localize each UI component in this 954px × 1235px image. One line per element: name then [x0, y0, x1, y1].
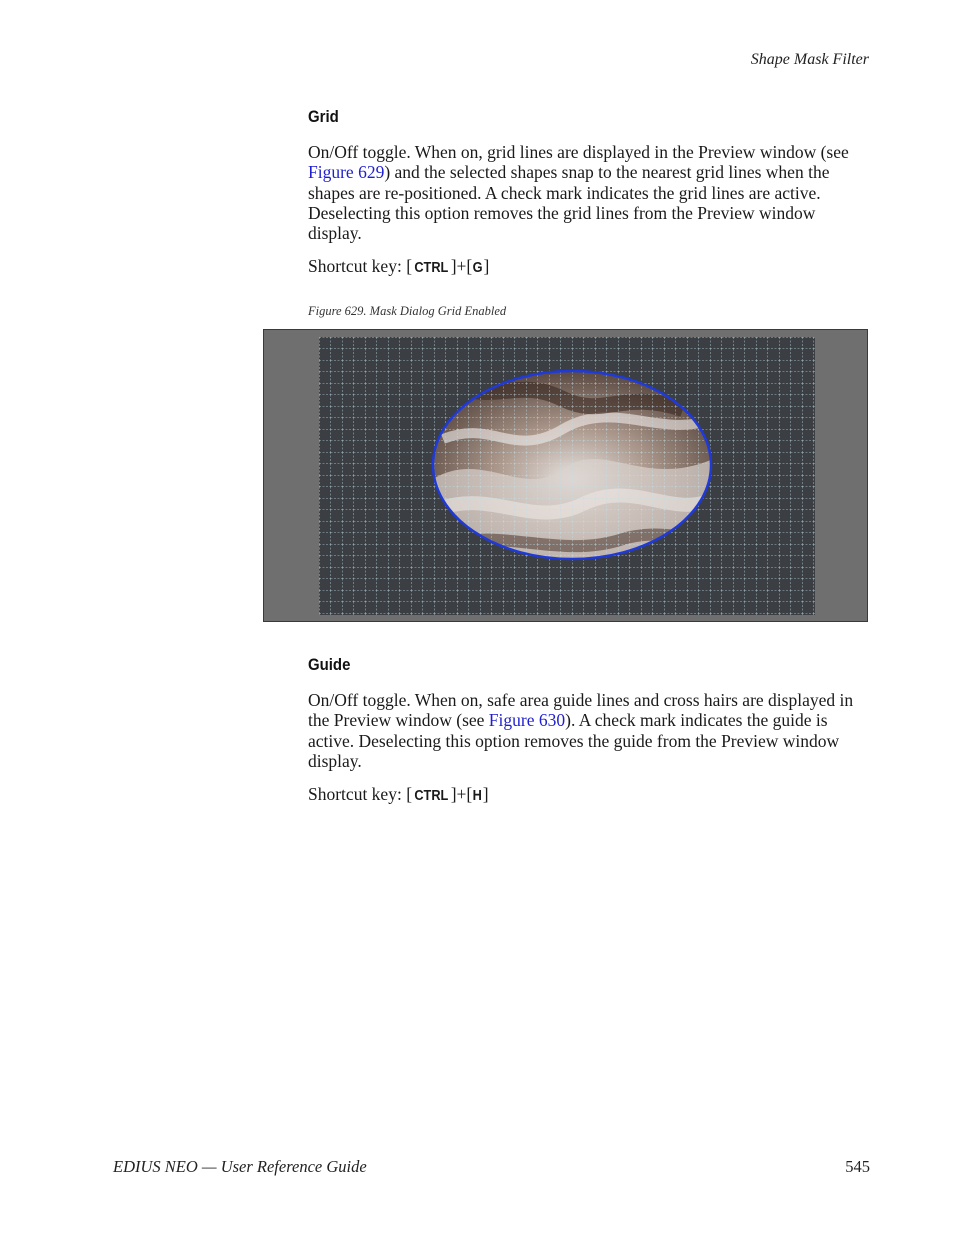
ctrl-key: CTRL: [414, 260, 449, 276]
grid-text-after: ) and the selected shapes snap to the nearest grid lines when the shapes are re-positioned. A check mark indicates the grid lines are active. Deselecting this option removes the grid lines from the Preview window display.: [308, 162, 830, 244]
shortcut-label: Shortcut key:: [308, 256, 407, 276]
grid-shortcut: Shortcut key: [ CTRL ]+[G]: [308, 256, 870, 278]
grid-text-before: On/Off toggle. When on, grid lines are displayed in the Preview window (see: [308, 142, 849, 162]
guide-text-after: ). A check mark indicates the guide is active. Deselecting this option removes the guide from the Preview window display.: [308, 710, 840, 771]
figure-630-link[interactable]: Figure 630: [488, 710, 566, 731]
h-key: H: [472, 788, 483, 804]
figure-629-link[interactable]: Figure 629: [308, 162, 385, 183]
guide-description: [308, 690, 870, 771]
section-heading-guide: Guide: [308, 655, 351, 674]
shortcut-label: Shortcut key:: [308, 784, 407, 804]
page-number: 545: [845, 1157, 870, 1176]
footer-guide-title: EDIUS NEO — User Reference Guide: [113, 1157, 367, 1176]
ctrl-key: CTRL: [414, 788, 449, 804]
grid-description: [308, 142, 870, 243]
figure-caption: Figure 629. Mask Dialog Grid Enabled: [308, 304, 507, 318]
guide-text-before: On/Off toggle. When on, safe area guide lines and cross hairs are displayed in the Preview window (see: [308, 690, 854, 731]
mask-dialog-grid-figure: [263, 329, 868, 622]
guide-shortcut: Shortcut key: [ CTRL ]+[H]: [308, 784, 870, 806]
section-heading-grid: Grid: [308, 107, 339, 126]
running-header: Shape Mask Filter: [750, 51, 869, 68]
g-key: G: [472, 260, 483, 276]
grid-overlay: [319, 337, 815, 615]
preview-graphic: [263, 329, 868, 622]
